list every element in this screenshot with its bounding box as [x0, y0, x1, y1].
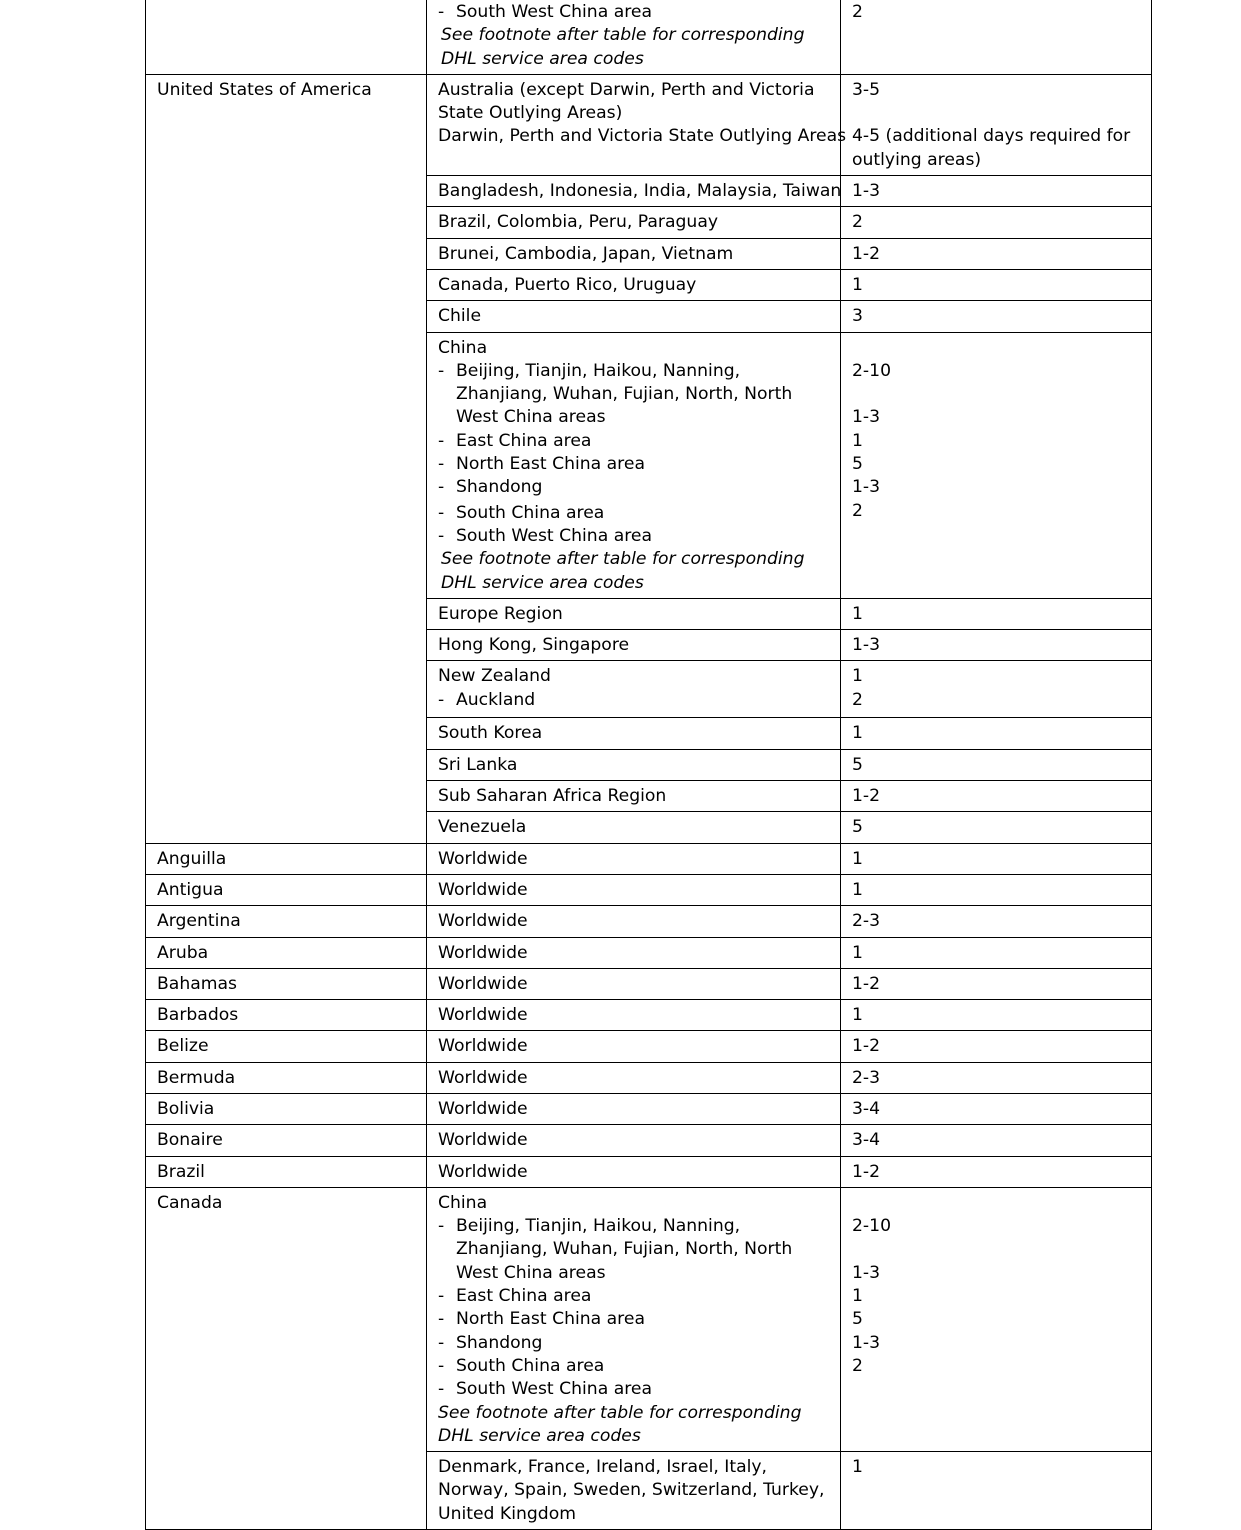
list-item: - South West China area — [438, 525, 653, 546]
transit-days-cell: 1 — [841, 1452, 1152, 1530]
destination-cell: China - Beijing, Tianjin, Haikou, Nanning, Zhanjiang, Wuhan, Fujian, North, North West China areas - East China area - North East China area - Shandong - South China area - South West China area See footnote after table for corresponding DHL service area codes — [427, 332, 841, 598]
origin-cell — [146, 0, 427, 74]
list-item: - North East China area — [438, 1309, 645, 1330]
destination-cell: Worldwide — [427, 1125, 841, 1156]
table-row — [146, 1093, 1152, 1124]
transit-days-cell: 2-10 1-3 1 5 1-3 2 — [841, 1187, 1152, 1451]
table-row — [146, 1031, 1152, 1062]
destination-cell: China - Beijing, Tianjin, Haikou, Nanning, Zhanjiang, Wuhan, Fujian, North, North West China areas - East China area - North East China area - Shandong - South China area - South West China area See footnote after table for corresponding DHL service area codes — [427, 1187, 841, 1451]
origin-country-cell: Barbados — [146, 1000, 427, 1031]
list-item: - South China area — [438, 502, 605, 523]
list-item: - Beijing, Tianjin, Haikou, Nanning, Zhanjiang, Wuhan, Fujian, North, North West China areas — [438, 360, 793, 428]
transit-days-cell: 5 — [841, 749, 1152, 780]
destination-cell: Bangladesh, Indonesia, India, Malaysia, Taiwan — [427, 176, 841, 207]
destination-cell: Sri Lanka — [427, 749, 841, 780]
list-item: - East China area — [438, 1286, 592, 1307]
destination-cell: Worldwide — [427, 1062, 841, 1093]
transit-days-cell: 5 — [841, 812, 1152, 843]
transit-days-cell: 2-10 1-3 1 5 1-3 2 — [841, 332, 1152, 598]
transit-days-cell: 1-2 — [841, 1156, 1152, 1187]
table-row — [146, 968, 1152, 999]
destination-cell: Worldwide — [427, 968, 841, 999]
footnote-reference: See footnote after table for corresponding DHL service area codes — [438, 1402, 802, 1446]
destination-cell: South Korea — [427, 718, 841, 749]
table-row — [146, 0, 1152, 74]
destination-cell: Worldwide — [427, 1000, 841, 1031]
list-item: - South West China area — [438, 1379, 653, 1400]
destination-cell: Europe Region — [427, 598, 841, 629]
transit-days-cell: 1-2 — [841, 968, 1152, 999]
destination-cell: Australia (except Darwin, Perth and Victoria State Outlying Areas) Darwin, Perth and Victoria State Outlying Areas — [427, 74, 841, 175]
transit-days-cell: 3-5 4-5 (additional days required for outlying areas) — [841, 74, 1152, 175]
destination-cell: Worldwide — [427, 937, 841, 968]
transit-days-cell: 2 — [841, 0, 1152, 74]
table-row — [146, 937, 1152, 968]
transit-days-cell: 3 — [841, 301, 1152, 332]
transit-days-cell: 1-3 — [841, 630, 1152, 661]
destination-cell: Worldwide — [427, 874, 841, 905]
transit-days-cell: 2-3 — [841, 906, 1152, 937]
table-row — [146, 1125, 1152, 1156]
destination-cell: Sub Saharan Africa Region — [427, 781, 841, 812]
destination-cell — [427, 0, 841, 74]
transit-days-cell: 1 2 — [841, 661, 1152, 718]
destination-cell: Chile — [427, 301, 841, 332]
transit-times-table — [145, 0, 1152, 1530]
destination-cell: New Zealand - Auckland — [427, 661, 841, 718]
footnote-reference: See footnote after table for corresponding DHL service area codes — [441, 25, 805, 69]
destination-cell: Venezuela — [427, 812, 841, 843]
transit-days-cell: 1 — [841, 843, 1152, 874]
destination-cell: Brunei, Cambodia, Japan, Vietnam — [427, 238, 841, 269]
origin-country-cell: Bahamas — [146, 968, 427, 999]
transit-days-cell: 2-3 — [841, 1062, 1152, 1093]
origin-country-cell: Anguilla — [146, 843, 427, 874]
origin-country-cell: Bolivia — [146, 1093, 427, 1124]
table-row — [146, 1156, 1152, 1187]
table-row — [146, 1187, 1152, 1451]
list-item: - South China area — [438, 1355, 605, 1376]
table-row — [146, 874, 1152, 905]
origin-country-cell: Antigua — [146, 874, 427, 905]
transit-days-cell: 2 — [841, 207, 1152, 238]
origin-country-cell: Belize — [146, 1031, 427, 1062]
destination-cell: Worldwide — [427, 1031, 841, 1062]
list-item: - Auckland — [438, 689, 536, 710]
origin-country-cell: Canada — [146, 1187, 427, 1529]
transit-days-cell: 1 — [841, 937, 1152, 968]
table-row — [146, 1000, 1152, 1031]
origin-country-cell: Bermuda — [146, 1062, 427, 1093]
destination-cell: Worldwide — [427, 906, 841, 937]
transit-days-cell: 1 — [841, 718, 1152, 749]
origin-country-cell: Aruba — [146, 937, 427, 968]
origin-country-cell: Argentina — [146, 906, 427, 937]
origin-country-cell: Bonaire — [146, 1125, 427, 1156]
table-row — [146, 843, 1152, 874]
transit-days-cell: 1-2 — [841, 781, 1152, 812]
origin-country-cell: United States of America — [146, 74, 427, 843]
list-item: - South West China area — [438, 2, 653, 22]
table-row — [146, 1062, 1152, 1093]
destination-cell: Hong Kong, Singapore — [427, 630, 841, 661]
destination-cell: Worldwide — [427, 843, 841, 874]
transit-days-cell: 1 — [841, 874, 1152, 905]
list-item: - Beijing, Tianjin, Haikou, Nanning, Zhanjiang, Wuhan, Fujian, North, North West China areas — [438, 1216, 793, 1283]
footnote-reference: See footnote after table for corresponding DHL service area codes — [441, 549, 805, 593]
list-item: - Shandong — [438, 1332, 543, 1353]
transit-days-cell: 1 — [841, 1000, 1152, 1031]
destination-cell: Canada, Puerto Rico, Uruguay — [427, 269, 841, 300]
transit-days-cell: 1-2 — [841, 1031, 1152, 1062]
transit-days-cell: 1 — [841, 598, 1152, 629]
transit-days-cell: 1-2 — [841, 238, 1152, 269]
transit-days-cell: 3-4 — [841, 1125, 1152, 1156]
transit-days-cell: 1 — [841, 269, 1152, 300]
list-item: - Shandong — [438, 477, 543, 498]
list-item: - East China area — [438, 430, 592, 451]
table-row — [146, 906, 1152, 937]
list-item: - North East China area — [438, 454, 645, 475]
destination-cell: Worldwide — [427, 1093, 841, 1124]
table-row — [146, 74, 1152, 175]
transit-days-cell: 3-4 — [841, 1093, 1152, 1124]
origin-country-cell: Brazil — [146, 1156, 427, 1187]
transit-days-cell: 1-3 — [841, 176, 1152, 207]
destination-cell: Brazil, Colombia, Peru, Paraguay — [427, 207, 841, 238]
destination-cell: Denmark, France, Ireland, Israel, Italy, Norway, Spain, Sweden, Switzerland, Turkey, United Kingdom — [427, 1452, 841, 1530]
destination-cell: Worldwide — [427, 1156, 841, 1187]
